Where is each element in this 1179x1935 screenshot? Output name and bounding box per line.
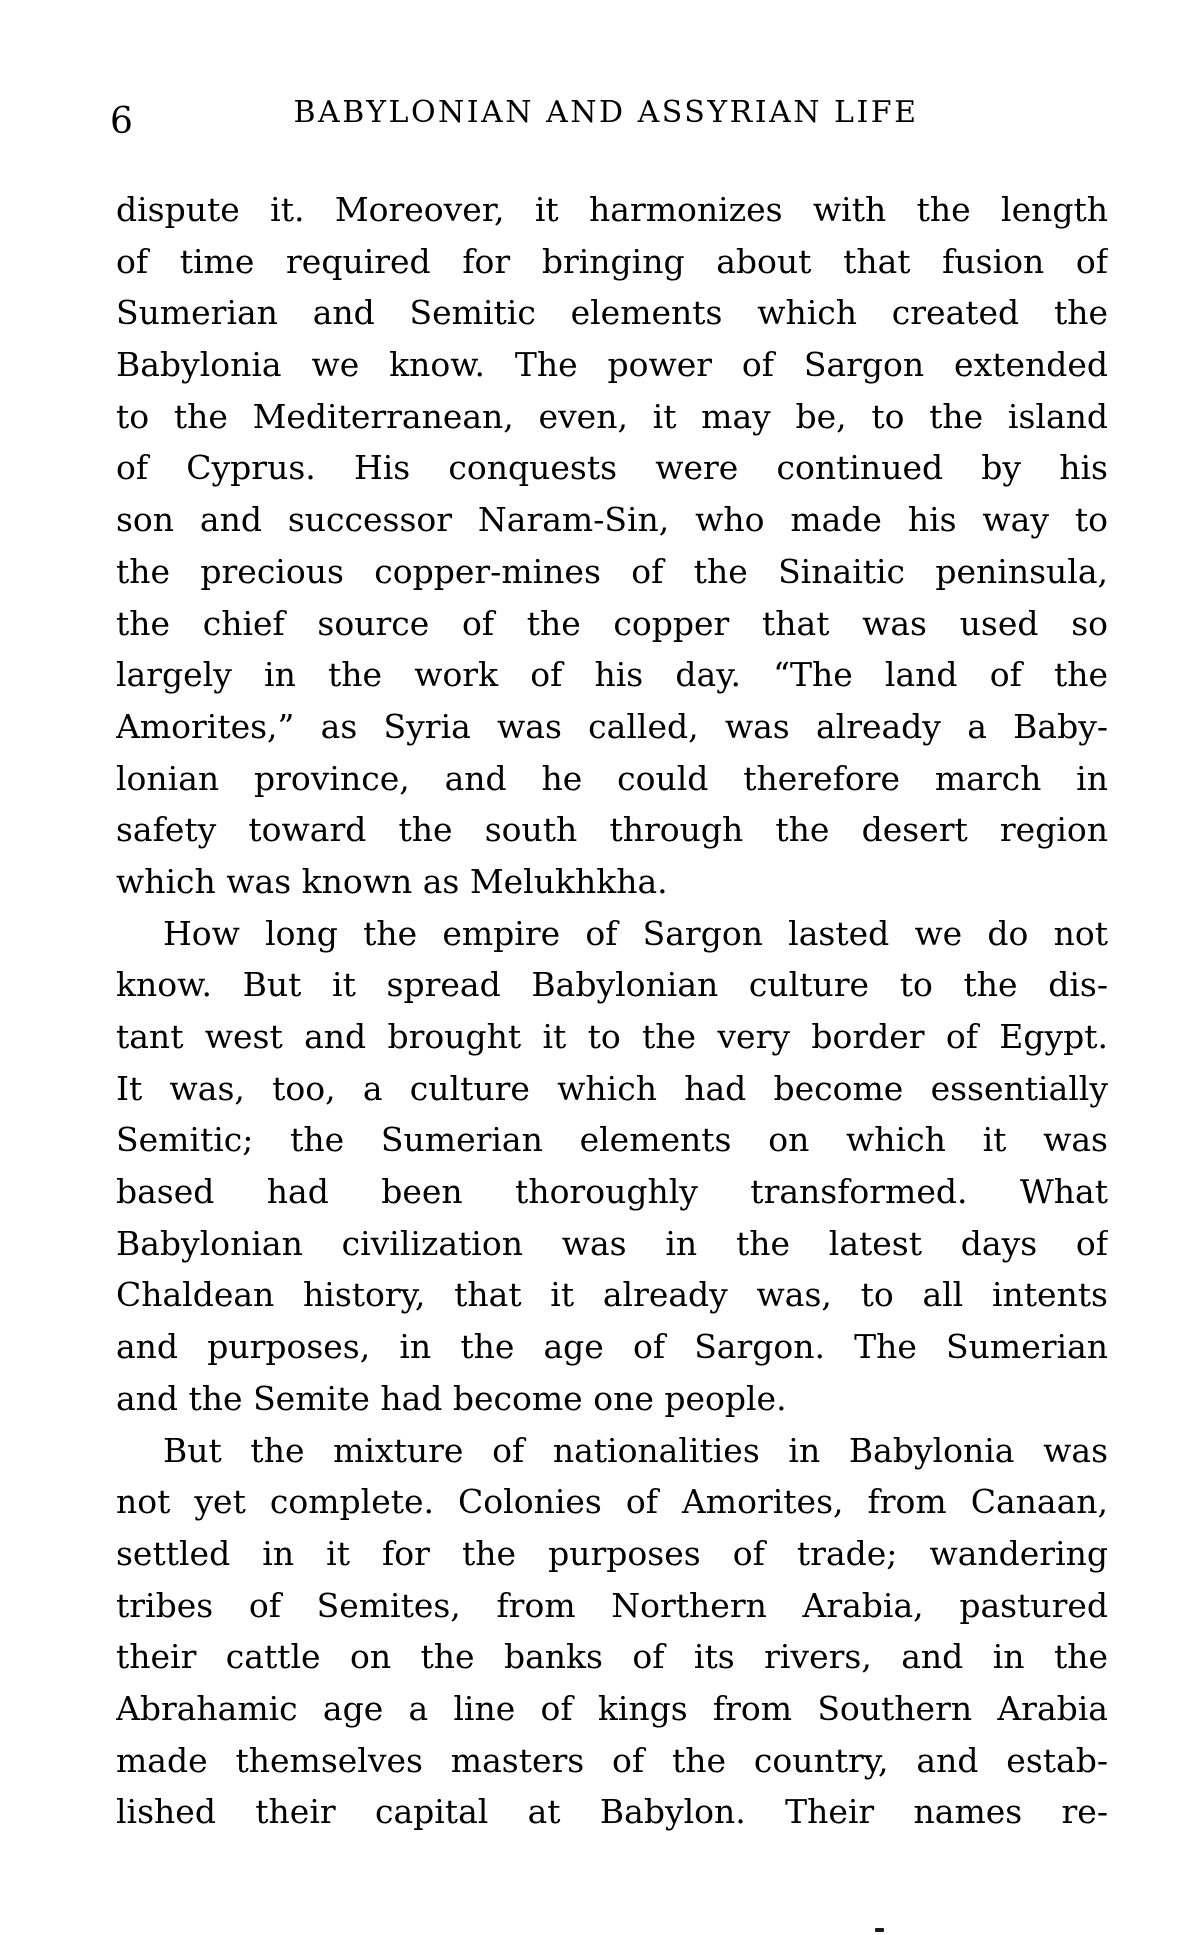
text-line: the precious copper-mines of the Sinaitic peninsula, (116, 551, 1108, 591)
text-line: not yet complete. Colonies of Amorites, from Canaan, (116, 1482, 1108, 1522)
text-line: Abrahamic age a line of kings from Southern Arabia (116, 1688, 1108, 1728)
text-line: Amorites,” as Syria was called, was already a Baby- (116, 706, 1108, 746)
text-line: lished their capital at Babylon. Their names re- (116, 1792, 1108, 1832)
text-line: settled in it for the purposes of trade; wandering (116, 1533, 1108, 1573)
text-line: Babylonian civilization was in the latest days of (116, 1223, 1108, 1263)
running-title: BABYLONIAN AND ASSYRIAN LIFE (293, 95, 919, 130)
text-line: which was known as Melukhkha. (116, 861, 668, 901)
text-line: dispute it. Moreover, it harmonizes with the length (116, 190, 1108, 229)
text-line: to the Mediterranean, even, it may be, to the island (116, 396, 1108, 436)
text-line: the chief source of the copper that was used so (116, 603, 1108, 643)
text-line: tribes of Semites, from Northern Arabia, pastured (116, 1585, 1108, 1625)
paragraph (116, 184, 1108, 908)
text-line: Sumerian and Semitic elements which created the (116, 293, 1108, 333)
text-block (116, 184, 1108, 1838)
text-line: of time required for bringing about that fusion of (116, 241, 1108, 281)
text-line: know. But it spread Babylonian culture to the dis- (116, 965, 1108, 1005)
text-line: How long the empire of Sargon lasted we do not (163, 913, 1108, 953)
paragraph (116, 908, 1108, 1425)
text-line: tant west and brought it to the very border of Egypt. (116, 1017, 1108, 1056)
page-header (0, 0, 1179, 150)
text-line: Babylonia we know. The power of Sargon extended (116, 345, 1108, 385)
paragraph (116, 1425, 1108, 1839)
text-line: It was, too, a culture which had become essentially (116, 1068, 1108, 1108)
text-line: made themselves masters of the country, and estab- (116, 1740, 1108, 1780)
text-line: Semitic; the Sumerian elements on which it was (116, 1120, 1108, 1160)
text-line: safety toward the south through the desert region (116, 810, 1108, 850)
text-line: based had been thoroughly transformed. What (116, 1172, 1108, 1212)
page-number: 6 (110, 101, 133, 142)
scan-artifact (875, 1928, 884, 1932)
text-line: and the Semite had become one people. (116, 1378, 787, 1418)
text-line: But the mixture of nationalities in Babylonia was (163, 1430, 1108, 1470)
text-line: Chaldean history, that it already was, to all intents (116, 1275, 1108, 1315)
text-line: of Cyprus. His conquests were continued by his (116, 448, 1108, 488)
text-line: son and successor Naram-Sin, who made his way to (116, 500, 1108, 540)
text-line: and purposes, in the age of Sargon. The Sumerian (116, 1327, 1108, 1367)
text-line: largely in the work of his day. “The land of the (116, 655, 1108, 695)
text-line: their cattle on the banks of its rivers, and in the (116, 1637, 1108, 1677)
text-line: lonian province, and he could therefore march in (116, 758, 1108, 798)
